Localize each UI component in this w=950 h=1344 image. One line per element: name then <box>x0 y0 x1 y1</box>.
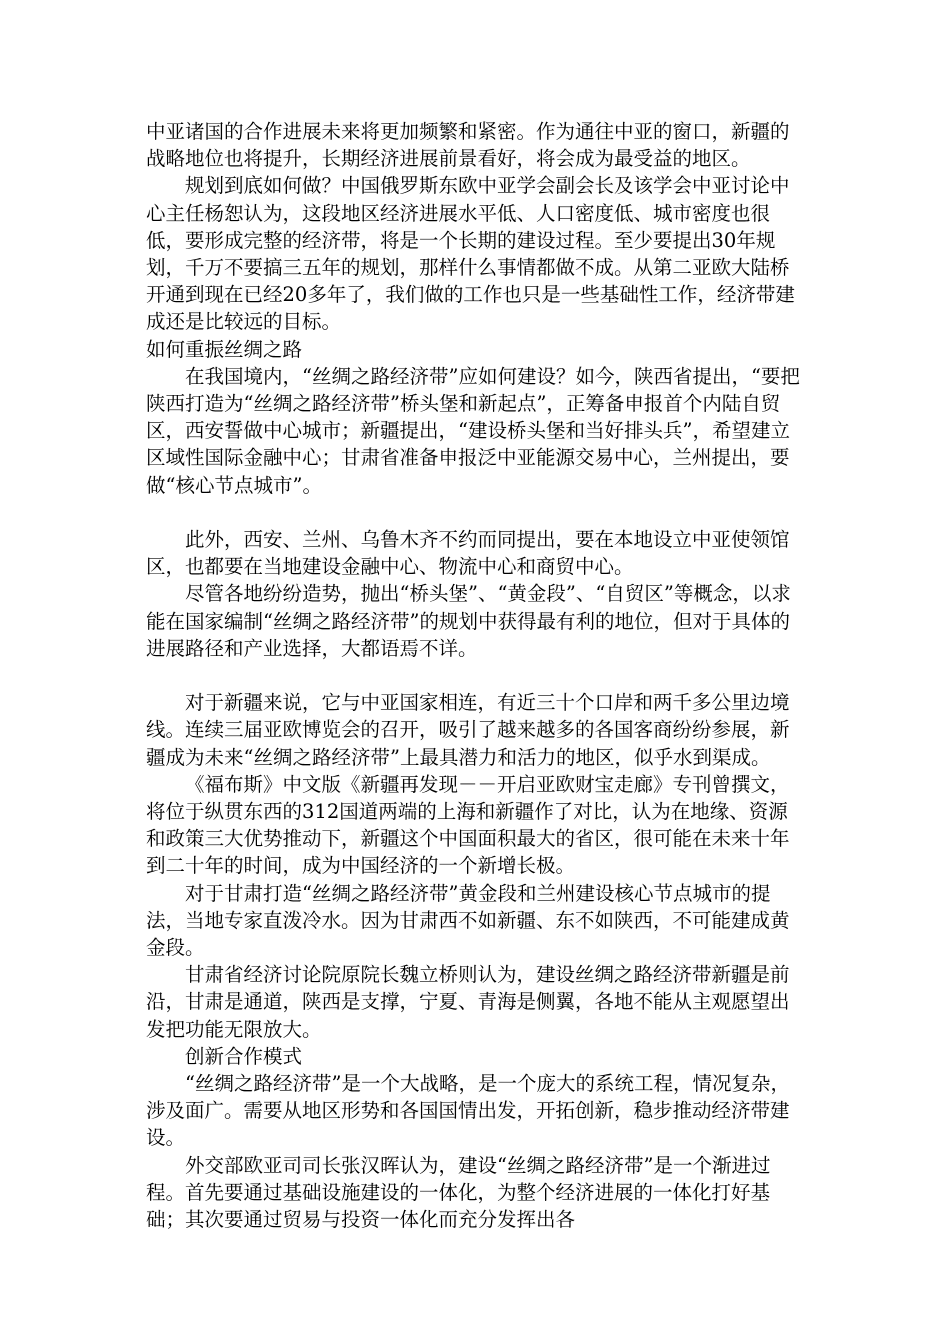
paragraph: 甘肃省经济讨论院原院长魏立桥则认为，建设丝绸之路经济带新疆是前沿，甘肃是通道，陕西是支撑，宁夏、青海是侧翼，各地不能从主观愿望出发把功能无限放大。 <box>146 963 790 1041</box>
paragraph: 尽管各地纷纷造势，抛出“桥头堡”、“黄金段”、“自贸区”等概念，以求能在国家编制“丝绸之路经济带”的规划中获得最有利的地位，但对于具体的进展路径和产业选择，大都语焉不详。 <box>146 582 791 660</box>
paragraph: 在我国境内，“丝绸之路经济带”应如何建设？如今，陕西省提出，“要把陕西打造为“丝绸之路经济带”桥头堡和新起点”，正筹备申报首个内陆自贸区，西安誓做中心城市；新疆提出，“建设桥头堡和当好排头兵”，希望建立区域性国际金融中心；甘肃省准备申报泛中亚能源交易中心，兰州提出，要做“核心节点城市”。 <box>146 364 800 497</box>
paragraph: 外交部欧亚司司长张汉晖认为，建设“丝绸之路经济带”是一个渐进过程。首先要通过基础设施建设的一体化，为整个经济进展的一体化打好基础；其次要通过贸易与投资一体化而充分发挥出各 <box>146 1153 771 1232</box>
section-heading: 如何重振丝绸之路 <box>146 337 303 361</box>
paragraph: 规划到底如何做？中国俄罗斯东欧中亚学会副会长及该学会中亚讨论中心主任杨恕认为，这段地区经济进展水平低、人口密度低、城市密度也很低，要形成完整的经济带，将是一个长期的建设过程。至少要提出30年规划，千万不要搞三五年的规划，那样什么事情都做不成。从第二亚欧大陆桥开通到现在已经20多年了，我们做的工作也只是一些基础性工作，经济带建成还是比较远的目标。 <box>146 174 795 334</box>
paragraph: 对于新疆来说，它与中亚国家相连，有近三十个口岸和两千多公里边境线。连续三届亚欧博览会的召开，吸引了越来越多的各国客商纷纷参展，新疆成为未来“丝绸之路经济带”上最具潜力和活力的地区，似乎水到渠成。 <box>146 691 790 769</box>
blank-line <box>146 662 806 689</box>
section-heading: 创新合作模式 <box>185 1044 303 1068</box>
document-body <box>146 118 806 1233</box>
paragraph: “丝绸之路经济带”是一个大战略，是一个庞大的系统工程，情况复杂，涉及面广。需要从地区形势和各国国情出发，开拓创新，稳步推动经济带建设。 <box>146 1072 790 1150</box>
paragraph: 此外，西安、兰州、乌鲁木齐不约而同提出，要在本地设立中亚使领馆区，也都要在当地建设金融中心、物流中心和商贸中心。 <box>146 528 790 579</box>
paragraph: 中亚诸国的合作进展未来将更加频繁和紧密。作为通往中亚的窗口，新疆的战略地位也将提升，长期经济进展前景看好，将会成为最受益的地区。 <box>146 120 790 171</box>
paragraph: 《福布斯》中文版《新疆再发现－－开启亚欧财宝走廊》专刊曾撰文，将位于纵贯东西的312国道两端的上海和新疆作了对比，认为在地缘、资源和政策三大优势推动下，新疆这个中国面积最大的省区，很可能在未来十年到二十年的时间，成为中国经济的一个新增长极。 <box>146 772 790 878</box>
paragraph: 对于甘肃打造“丝绸之路经济带”黄金段和兰州建设核心节点城市的提法，当地专家直泼冷水。因为甘肃西不如新疆、东不如陕西，不可能建成黄金段。 <box>146 881 790 960</box>
blank-line <box>146 499 806 526</box>
